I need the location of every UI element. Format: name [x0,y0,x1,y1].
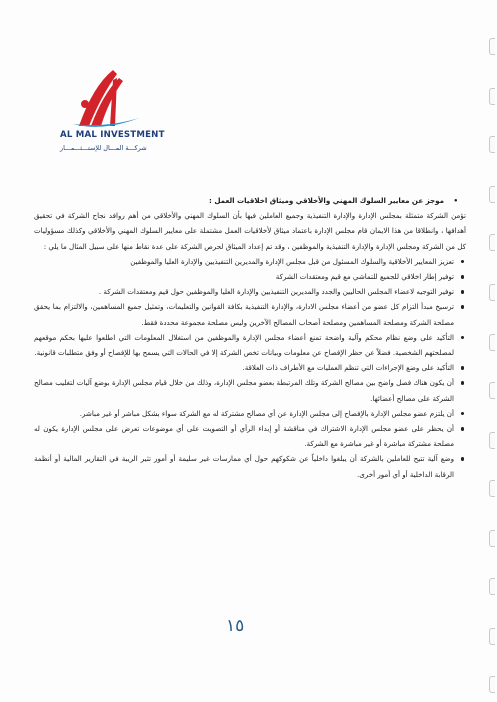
binder-tab [489,284,495,301]
binder-tab [489,136,495,153]
logo-mark-icon [73,66,143,132]
intro-paragraph: تؤمن الشركة متمثلة بمجلس الإدارة والإدارة التنفيذية وجميع العاملين فيها بأن السلوك المهني والأخلاقي من أهم روافد نجاح الشركة في تحقيق أهدافها ، وانطلاقا من هذا الايمان قام مجلس الإدارة باعتماد ميثاق لأخلاقيات العمل مشتملة على معايير السلوك المهني والأخلاقي وكذلك مسؤوليات كل من الشركة ومجلس الإدارة والإدارة التنفيذية والموظفين ، وقد تم إعداد الميثاق لحرص الشركة على عدة نقاط منها على سبيل المثال ما يلي : [34,211,466,251]
section-heading: • موجز عن معايير السلوك المهني والأخلاقي وميثاق اخلاقيات العمل : [34,193,466,208]
binder-tab [489,676,495,693]
binder-tab [489,382,495,399]
list-item: أن يكون هناك فصل واضح بين مصالح الشركة وتلك المرتبطة بعضو مجلس الإدارة، وذلك من خلال قيام مجلس الإدارة بوضع آليات لتغليب مصالح الشركة على مصالح أعضائها. [34,375,466,405]
list-item: ترسيخ مبدأ التزام كل عضو من أعضاء مجلس الادارة، والإدارة التنفيذية بكافة القوانين والتعليمات، وتمثيل جميع المساهمين، والالتزام بما يحقق مصلحة الشركة ومصلحة المساهمين ومصلحة أصحاب المصالح الآخرين وليس مصلحة مجموعة محددة فقط. [34,299,466,329]
list-item: وضع آلية تتيح للعاملين بالشركة أن يبلغوا داخلياً عن شكوكهم حول أي ممارسات غير سليمة أو أمور تثير الريبة في التقارير المالية أو أنظمة الرقابة الداخلية أو أي أمور أخرى. [34,451,466,481]
list-item: أن يحظر على عضو مجلس الإدارة الاشتراك في مناقشة أو إبداء الرأي أو التصويت على أي موضوعات تعرض على مجلس الإدارة يكون له مصلحة مشتركة مباشرة أو غير مباشرة مع الشركة. [34,421,466,451]
binder-tab [489,530,495,547]
list-item: أن يلتزم عضو مجلس الإدارة بالإفصاح إلى مجلس الإدارة عن أي مصالح مشتركة له مع الشركة سواء بشكل مباشر أو غير مباشر. [34,406,466,421]
binder-tab [489,334,495,351]
list-item: تعزيز المعايير الأخلاقية والسلوك المسئول من قبل مجلس الإدارة والمديرين التنفيذيين والإدارة العليا والموظفين [34,254,466,269]
list-item: توفير إطار اخلاقي للجميع للتماشي مع قيم ومعتقدات الشركة [34,269,466,284]
binder-tab [489,628,495,645]
document-body [34,193,466,482]
binder-tab [489,88,495,105]
binder-tab [489,38,495,55]
list-item: توفير التوجيه لاعضاء المجلس الحاليين والجدد والمديرين التنفيذيين والإدارة العليا والموظفين حول قيم ومعتقدات الشركة . [34,284,466,299]
binder-tab [489,234,495,251]
logo-arabic-text: شركـــة المـــال للإستـــثـــمـــار [60,144,147,152]
binder-tabs [487,8,497,698]
binder-tab [489,578,495,595]
company-logo [60,66,190,156]
binder-tab [489,186,495,203]
logo-english-text: AL MAL INVESTMENT [60,130,165,140]
list-item: التأكيد على وضع الإجراءات التي تنظم العمليات مع الأطراف ذات العلاقة. [34,360,466,375]
list-item: التأكيد على وضع نظام محكم وآلية واضحة تمنع أعضاء مجلس الإدارة والموظفين من استغلال المعلومات التي اطلعوا عليها بحكم موقعهم لمصلحتهم الشخصية. فضلاً عن حظر الإفصاح عن معلومات وبيانات تخص الشركة إلا في الحالات التي يسمح بها للإفصاح أو وفق متطلبات قانونية. [34,330,466,360]
binder-tab [489,480,495,497]
page-number: ١٥ [226,616,245,636]
binder-tab [489,432,495,449]
bullet-list [34,254,466,482]
